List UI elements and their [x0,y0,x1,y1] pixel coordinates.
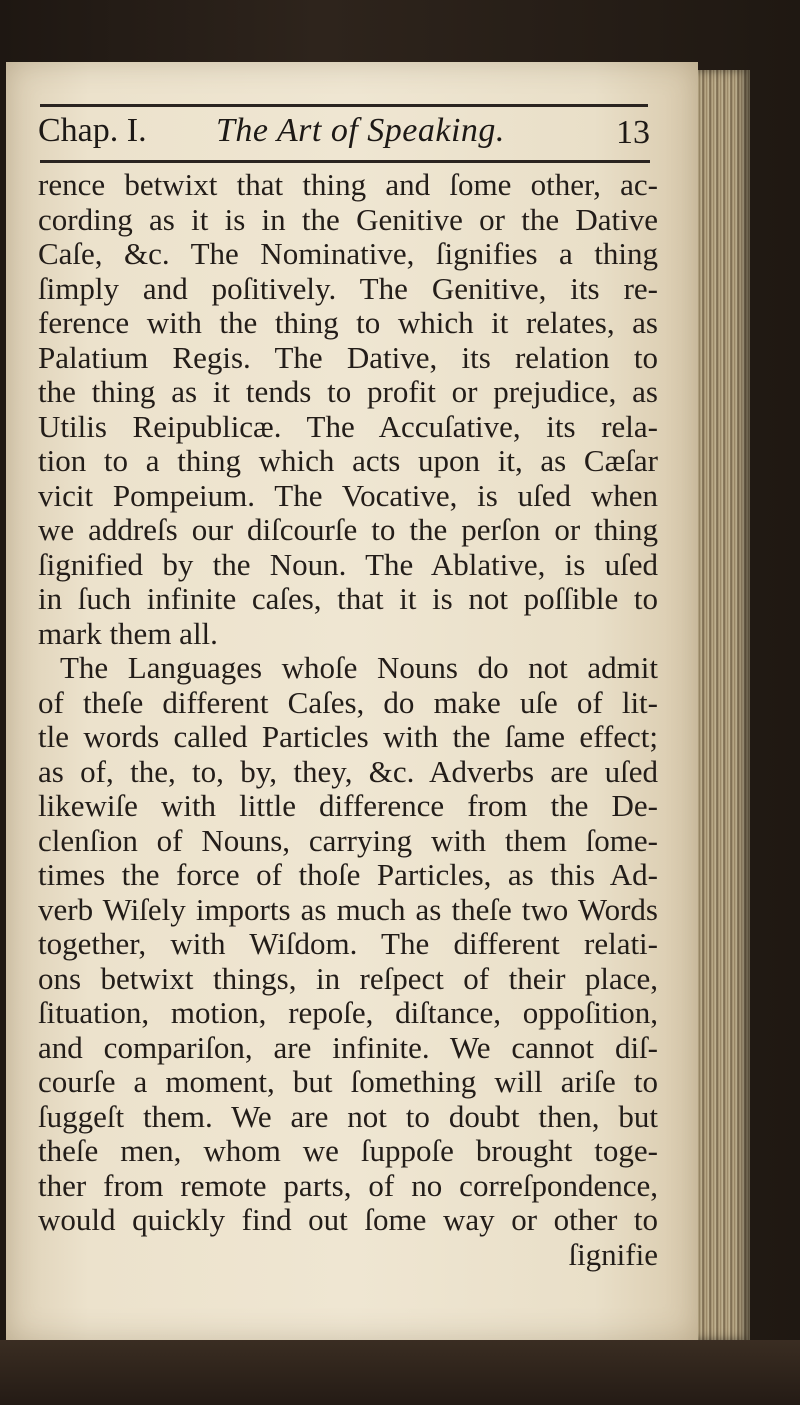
running-header [38,112,658,158]
text-line: Caſe, &c. The Nominative, ſignifies a thing [38,236,658,271]
text-line: in ſuch infinite caſes, that it is not poſſible to [38,581,658,616]
header-rule-top [40,104,648,107]
text-line: mark them all. [38,615,218,651]
text-line: Utilis Reipublicæ. The Accuſative, its rela- [38,408,658,444]
page-edges [698,70,750,1340]
text-line: tle words called Particles with the ſame effect; [38,719,658,754]
text-line: Palatium Regis. The Dative, its relation to [38,339,658,375]
text-line: vicit Pompeium. The Vocative, is uſed when [38,477,658,513]
book-cover [0,1340,800,1405]
text-line: tion to a thing which acts upon it, as Cæſar [38,443,658,478]
text-line: ons betwixt things, in reſpect of their place, [38,960,658,996]
text-line: ther from remote parts, of no correſpondence, [38,1167,658,1203]
text-line: ference with the thing to which it relates, as [38,305,658,340]
text-line: ſignified by the Noun. The Ablative, is uſed [38,546,658,582]
running-title: The Art of Speaking. [216,112,505,149]
text-line: rence betwixt that thing and ſome other, ac- [38,167,658,202]
text-line: ſituation, motion, repoſe, diſtance, oppoſition, [38,995,658,1030]
text-line: theſe men, whom we ſuppoſe brought toge- [38,1133,658,1168]
text-line: clenſion of Nouns, carrying with them ſome- [38,822,658,858]
text-line: cording as it is in the Genitive or the Dative [38,201,658,237]
text-line: ſimply and poſitively. The Genitive, its re- [38,270,658,306]
chapter-label: Chap. I. [38,112,147,149]
page-number: 13 [616,114,650,151]
catchword: ſignifie [568,1236,658,1272]
text-line: courſe a moment, but ſomething will ariſe to [38,1064,658,1099]
text-line: likewiſe with little difference from the De- [38,788,658,823]
text-line: verb Wiſely imports as much as theſe two Words [38,891,658,927]
text-line: ſuggeſt them. We are not to doubt then, but [38,1098,658,1134]
header-rule-bottom [40,160,650,163]
text-line: would quickly find out ſome way or other to [38,1202,658,1237]
paragraph-start-line: The Languages whoſe Nouns do not admit [60,650,658,685]
text-line: and compariſon, are infinite. We cannot diſ- [38,1029,658,1065]
text-line: times the force of thoſe Particles, as this Ad- [38,857,658,892]
text-line: together, with Wiſdom. The different relati- [38,926,658,961]
body-text [38,168,658,1272]
text-line: we addreſs our diſcourſe to the perſon or thing [38,512,658,547]
text-line: as of, the, to, by, they, &c. Adverbs are uſed [38,753,658,789]
text-line: of theſe different Caſes, do make uſe of lit- [38,684,658,720]
text-line: the thing as it tends to profit or prejudice, as [38,374,658,409]
